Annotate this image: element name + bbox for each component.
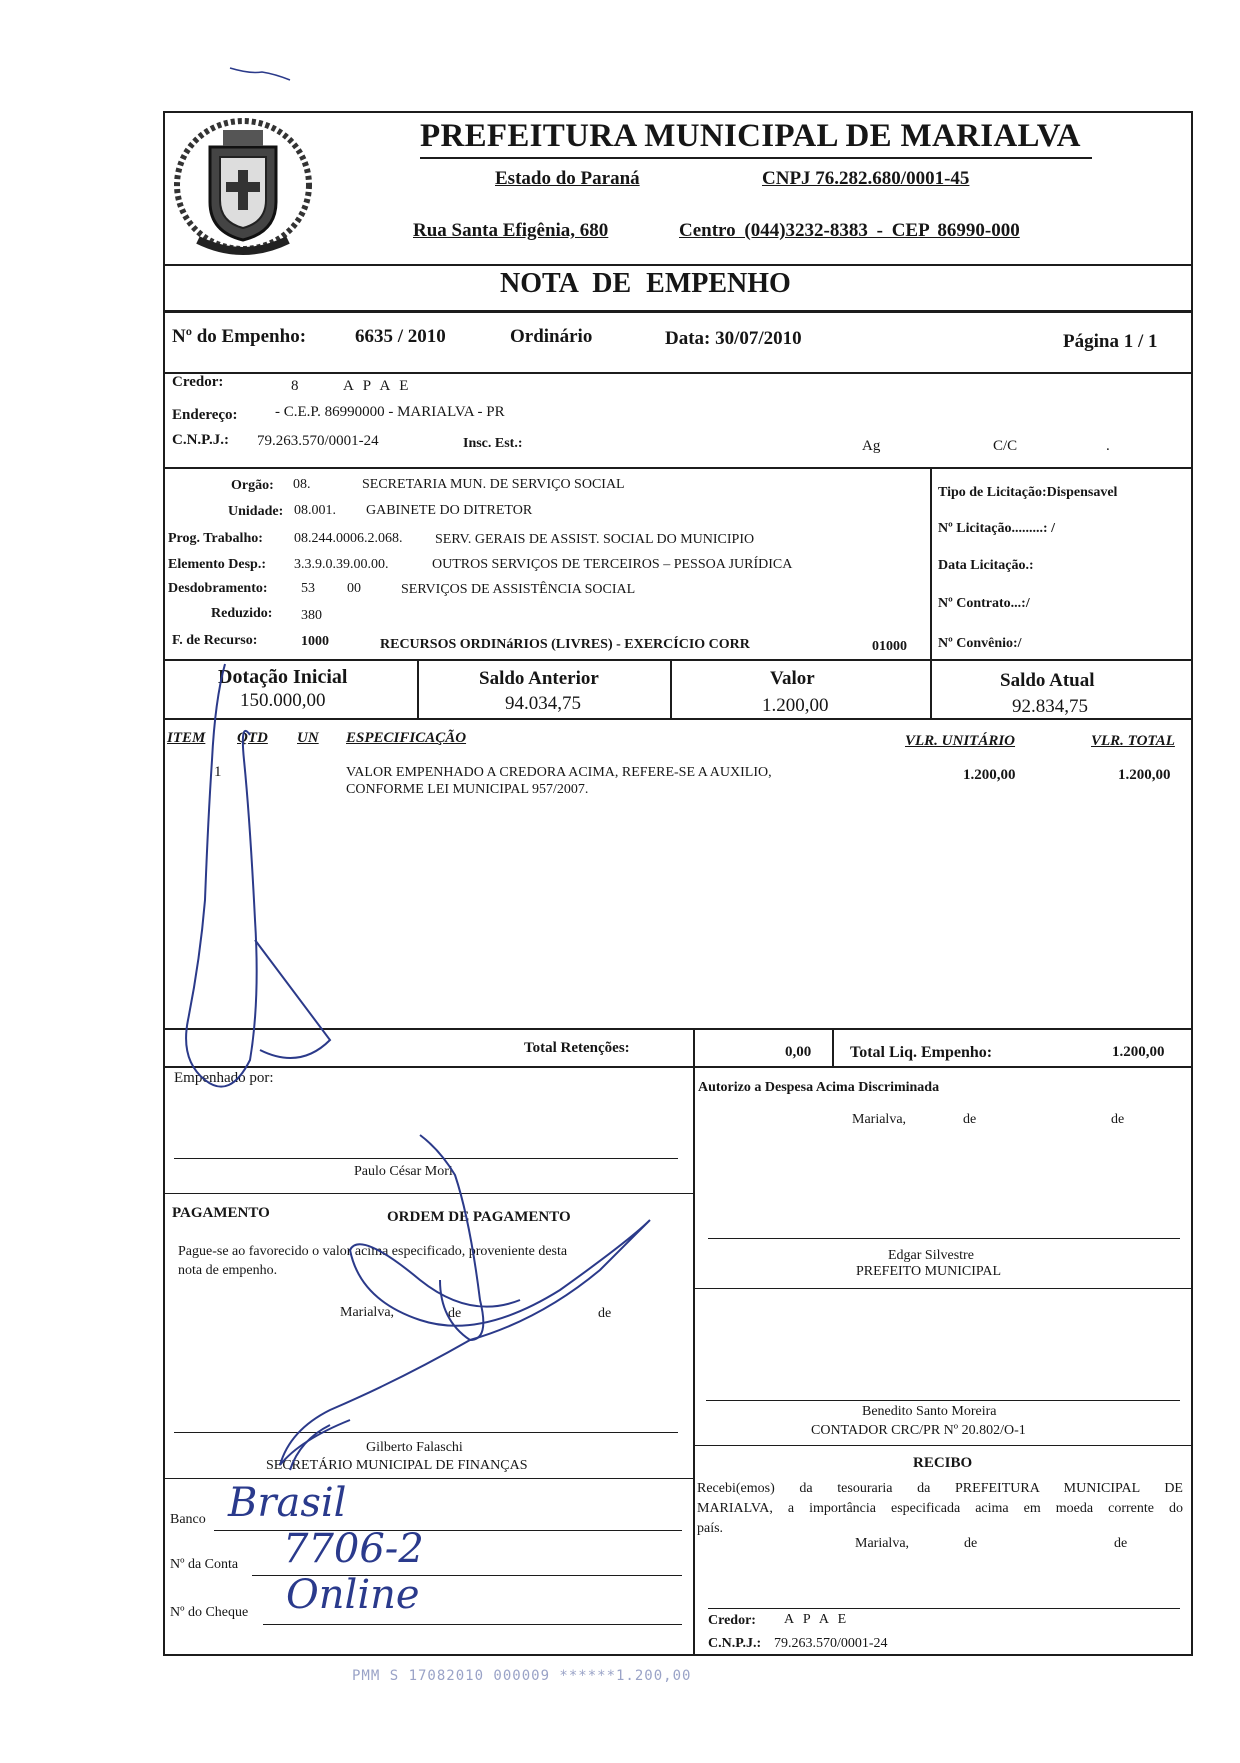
desdobramento-desc: SERVIÇOS DE ASSISTÊNCIA SOCIAL (401, 582, 636, 597)
unidade-code: 08.001. (294, 503, 336, 518)
prog-code: 08.244.0006.2.068. (294, 531, 403, 546)
desdobramento-label: Desdobramento: (168, 581, 268, 596)
dotacao-inicial-label: Dotação Inicial (218, 666, 348, 688)
desdobramento-code: 53 (301, 581, 315, 596)
saldo-atual-value: 92.834,75 (1012, 696, 1088, 717)
secretario-title: SECRETÁRIO MUNICIPAL DE FINANÇAS (266, 1458, 528, 1473)
prog-label: Prog. Trabalho: (168, 531, 263, 546)
street-label: Rua Santa Efigênia, 680 (413, 220, 609, 241)
benedito-name: Benedito Santo Moreira (862, 1404, 997, 1419)
elemento-label: Elemento Desp.: (168, 557, 266, 572)
conta-label: Nº da Conta (170, 1557, 239, 1572)
contador-title: CONTADOR CRC/PR Nº 20.802/O-1 (811, 1423, 1026, 1438)
title-underline (420, 157, 1092, 159)
saldo-anterior-value: 94.034,75 (505, 693, 581, 714)
total-retencoes-value: 0,00 (785, 1044, 812, 1060)
insc-label: Insc. Est.: (463, 436, 523, 451)
valor-value: 1.200,00 (762, 695, 829, 716)
col-valor-unitario: VLR. UNITÁRIO (905, 733, 1016, 749)
empenho-type: Ordinário (510, 326, 593, 347)
credor-code: 8 (291, 378, 299, 394)
pagamento-label: PAGAMENTO (172, 1205, 270, 1221)
pagamento-marialva: Marialva, (340, 1305, 395, 1320)
col-valor-total: VLR. TOTAL (1091, 733, 1175, 749)
credor-address: - C.E.P. 86990000 - MARIALVA - PR (275, 404, 505, 420)
data-licitacao: Data Licitação.: (938, 558, 1034, 573)
table-row-unit: 1.200,00 (963, 767, 1016, 783)
unidade-label: Unidade: (228, 504, 284, 519)
recibo-title: RECIBO (913, 1455, 973, 1471)
pagamento-de2: de (598, 1306, 612, 1321)
ag-label: Ag (862, 438, 881, 454)
orgao-desc: SECRETARIA MUN. DE SERVIÇO SOCIAL (362, 477, 625, 492)
recibo-cnpj-label: C.N.P.J.: (708, 1636, 762, 1651)
autorizo-marialva: Marialva, (852, 1112, 907, 1127)
recurso-label: F. de Recurso: (172, 633, 258, 648)
desdobramento-code2: 00 (347, 581, 361, 596)
valor-label: Valor (770, 668, 815, 689)
address-field-label: Endereço: (172, 407, 238, 423)
elemento-desc: OUTROS SERVIÇOS DE TERCEIROS – PESSOA JURÍDICA (432, 557, 793, 572)
empenho-date: Data: 30/07/2010 (665, 328, 802, 349)
ordem-pagamento-label: ORDEM DE PAGAMENTO (387, 1209, 571, 1225)
recurso-desc: RECURSOS ORDINáRIOS (LIVRES) - EXERCÍCIO CORR (380, 637, 750, 652)
total-liquido-value: 1.200,00 (1112, 1044, 1165, 1060)
cheque-label: Nº do Cheque (170, 1605, 249, 1620)
empenhado-por-label: Empenhado por: (174, 1070, 274, 1086)
recibo-de2: de (1114, 1536, 1128, 1551)
col-item: ITEM (167, 730, 206, 746)
empenho-number: 6635 / 2010 (355, 326, 446, 347)
conta-value: 7706-2 (283, 1526, 424, 1572)
machine-stamp: PMM S 17082010 000009 ******1.200,00 (352, 1668, 692, 1684)
credor-cnpj: 79.263.570/0001-24 (257, 433, 379, 449)
address-label: Centro (044)3232-8383 - CEP 86990-000 (679, 220, 1020, 241)
orgao-label: Orgão: (231, 478, 274, 493)
autorizo-de2: de (1111, 1112, 1125, 1127)
total-retencoes-label: Total Retenções: (524, 1040, 630, 1056)
autorizo-label: Autorizo a Despesa Acima Discriminada (698, 1080, 940, 1095)
pagamento-texto1: Pague-se ao favorecido o valor acima especificado, proveniente desta (178, 1244, 568, 1259)
recibo-credor-value: A P A E (784, 1612, 850, 1627)
tipo-licitacao: Tipo de Licitação:Dispensavel (938, 485, 1118, 500)
unidade-desc: GABINETE DO DITRETOR (366, 503, 533, 518)
saldo-atual-label: Saldo Atual (1000, 670, 1095, 691)
cc-label: C/C (993, 438, 1018, 454)
col-qtd: QTD (237, 730, 268, 746)
state-label: Estado do Paraná (495, 168, 640, 189)
reduzido-code: 380 (301, 608, 322, 623)
reduzido-label: Reduzido: (211, 606, 273, 621)
orgao-code: 08. (293, 477, 311, 492)
prog-desc: SERV. GERAIS DE ASSIST. SOCIAL DO MUNICIPIO (435, 532, 755, 547)
credor-label: Credor: (172, 374, 224, 390)
col-un: UN (297, 730, 319, 746)
numero-contrato: Nº Contrato...:/ (938, 596, 1030, 611)
banco-label: Banco (170, 1512, 206, 1527)
paulo-name: Paulo César Mori (354, 1164, 453, 1179)
numero-convenio: Nº Convênio:/ (938, 636, 1022, 651)
table-row-item: 1 (214, 764, 222, 780)
doc-title: NOTA DE EMPENHO (500, 268, 791, 299)
cc-value: . (1106, 438, 1110, 454)
empenho-number-label: Nº do Empenho: (172, 326, 307, 347)
recibo-credor-label: Credor: (708, 1613, 756, 1628)
edgar-name: Edgar Silvestre (888, 1248, 974, 1263)
elemento-code: 3.3.9.0.39.00.00. (294, 557, 389, 572)
col-especificacao: ESPECIFICAÇÃO (346, 730, 467, 746)
numero-licitacao: Nº Licitação.........: / (938, 521, 1055, 536)
banco-value: Brasil (228, 1480, 347, 1526)
dotacao-inicial-value: 150.000,00 (240, 690, 326, 711)
pagamento-de1: de (448, 1306, 462, 1321)
recibo-cnpj-value: 79.263.570/0001-24 (774, 1636, 888, 1651)
municipal-crest-icon (168, 112, 318, 258)
recurso-code: 1000 (301, 634, 329, 649)
prefeito-title: PREFEITO MUNICIPAL (856, 1264, 1002, 1279)
recibo-de1: de (964, 1536, 978, 1551)
recurso-code2: 01000 (872, 639, 907, 654)
table-row-spec-line1: VALOR EMPENHADO A CREDORA ACIMA, REFERE-SE A AUXILIO, (346, 765, 772, 780)
credor-name: A P A E (343, 378, 412, 394)
pagamento-texto2: nota de empenho. (178, 1263, 278, 1278)
recibo-text-line2: MARIALVA, a importância especificada acima em moeda corrente do (697, 1501, 1183, 1516)
municipality-title: PREFEITURA MUNICIPAL DE MARIALVA (420, 118, 1081, 154)
recibo-text-line1: Recebi(emos) da tesouraria da PREFEITURA MUNICIPAL DE (697, 1481, 1183, 1496)
table-row-total: 1.200,00 (1118, 767, 1171, 783)
cnpj-label: CNPJ 76.282.680/0001-45 (762, 168, 970, 189)
autorizo-de1: de (963, 1112, 977, 1127)
recibo-marialva: Marialva, (855, 1536, 910, 1551)
gilberto-name: Gilberto Falaschi (366, 1440, 463, 1455)
table-row-spec-line2: CONFORME LEI MUNICIPAL 957/2007. (346, 782, 589, 797)
cnpj-field-label: C.N.P.J.: (172, 432, 229, 448)
saldo-anterior-label: Saldo Anterior (479, 668, 599, 689)
total-liquido-label: Total Liq. Empenho: (850, 1044, 993, 1061)
page-number: Página 1 / 1 (1063, 331, 1158, 352)
recibo-text-line3: país. (697, 1521, 724, 1536)
cheque-value: Online (286, 1572, 420, 1618)
